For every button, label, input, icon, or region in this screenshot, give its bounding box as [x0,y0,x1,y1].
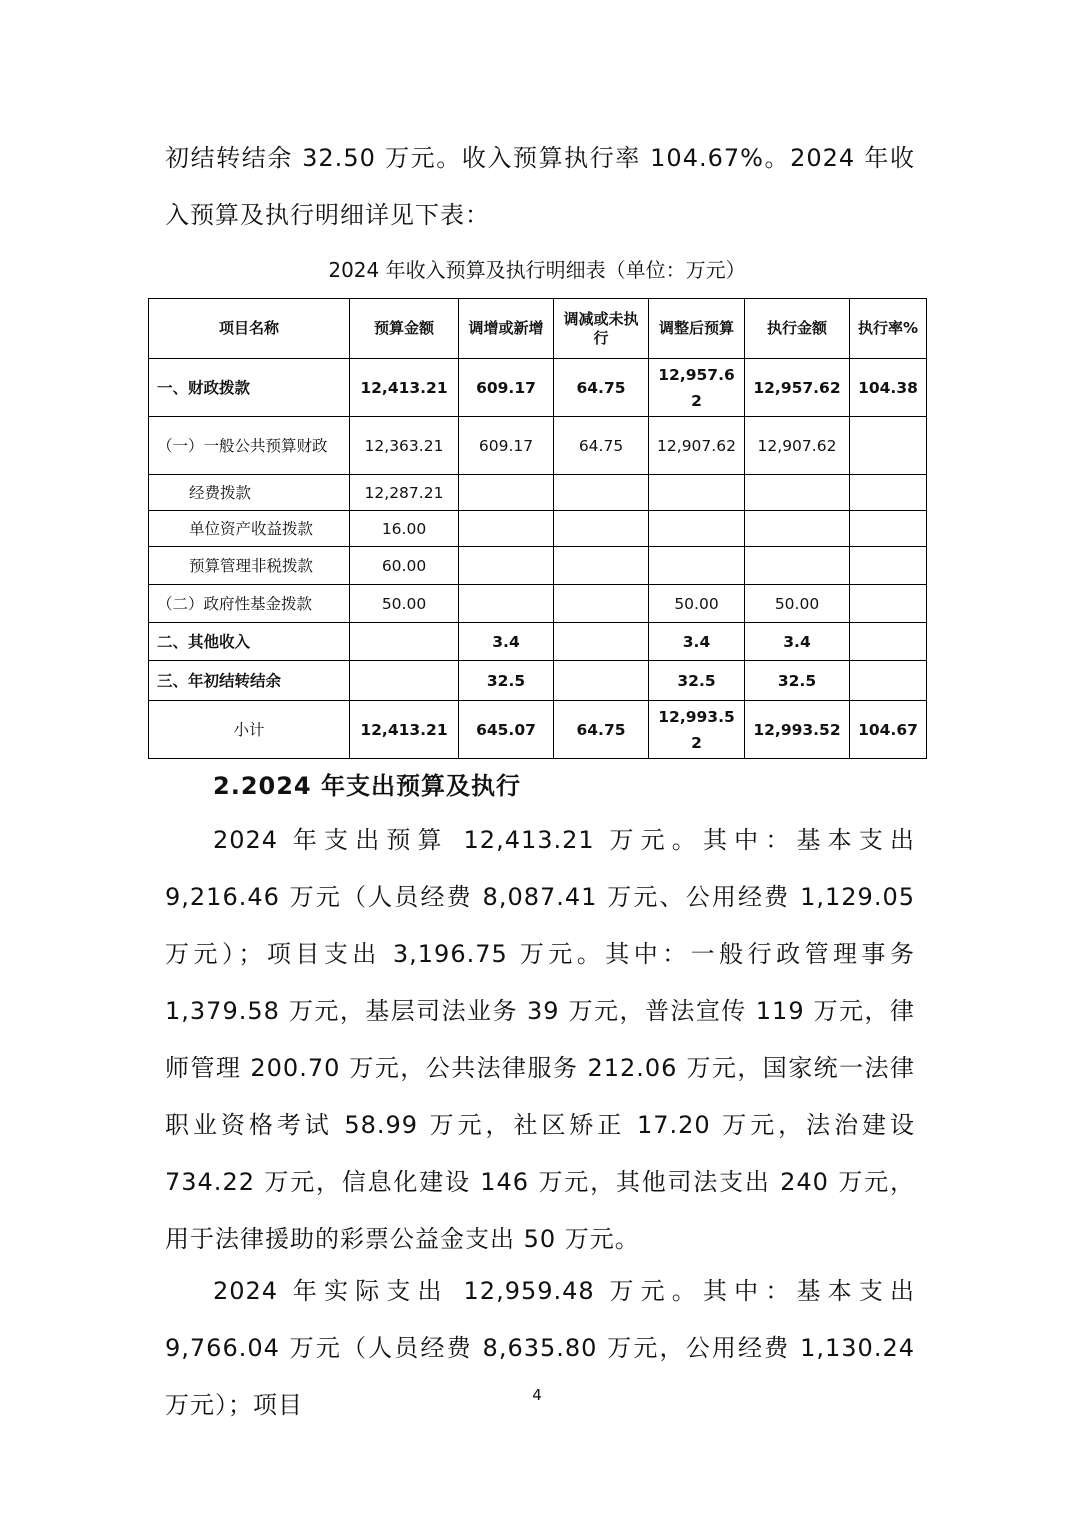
header-cell: 项目名称 [149,299,350,359]
table-caption: 2024 年收入预算及执行明细表（单位：万元） [328,258,746,282]
cell [850,475,927,511]
cell [459,475,554,511]
cell: 3.4 [649,623,745,661]
table-row [149,585,927,623]
header-cell: 调整后预算 [649,299,745,359]
cell: 50.00 [649,585,745,623]
cell-name: 经费拨款 [149,475,350,511]
expenditure-budget-paragraph: 2024 年支出预算 12,413.21 万元。其中：基本支出 9,216.46 万元（人员经费 8,087.41 万元、公用经费 1,129.05 万元）；项目支出 3,196.75 万元。其中：一般行政管理事务 1,379.58 万元，基层司法业务 39 万元，普法宣传 119 万元，律师管理 200.70 万元，公共法律服务 212.06 万元，国家统一法律职业资格考试 58.99 万元，社区矫正 17.20 万元，法治建设 734.22 万元，信息化建设 146 万元，其他司法支出 240 万元，用于法律援助的彩票公益金支出 50 万元。 [165,826,915,1253]
cell-name: （二）政府性基金拨款 [149,585,350,623]
table-row [149,359,927,417]
cell: 50.00 [350,585,459,623]
header-cell: 执行金额 [745,299,850,359]
table-row [149,661,927,701]
cell: 12,363.21 [350,417,459,475]
cell [745,547,850,585]
cell [554,661,649,701]
cell [850,511,927,547]
header-cell: 执行率% [850,299,927,359]
section-heading: 2.2024 年支出预算及执行 [213,772,521,800]
intro-paragraph: 初结转结余 32.50 万元。收入预算执行率 104.67%。2024 年收入预算及执行明细详见下表： [165,144,915,229]
cell [850,585,927,623]
cell: 60.00 [350,547,459,585]
cell: 12,907.62 [649,417,745,475]
cell-name: 一、财政拨款 [149,359,350,417]
header-cell: 预算金额 [350,299,459,359]
cell: 12,957.62 [649,359,745,417]
cell: 50.00 [745,585,850,623]
cell [459,511,554,547]
cell: 32.5 [745,661,850,701]
cell: 12,413.21 [350,701,459,759]
cell: 64.75 [554,359,649,417]
cell [554,623,649,661]
cell: 12,993.52 [745,701,850,759]
cell [554,547,649,585]
cell [649,511,745,547]
cell [350,661,459,701]
cell [850,623,927,661]
cell [745,475,850,511]
income-budget-table [148,298,927,759]
table-row-subtotal [149,701,927,759]
actual-expenditure-paragraph: 2024 年实际支出 12,959.48 万元。其中：基本支出 9,766.04 万元（人员经费 8,635.80 万元，公用经费 1,130.24 万元）；项目 [165,1277,915,1419]
cell-name: 三、年初结转结余 [149,661,350,701]
table-row [149,511,927,547]
cell [850,661,927,701]
cell [459,547,554,585]
cell: 12,907.62 [745,417,850,475]
cell: 64.75 [554,701,649,759]
table-row [149,547,927,585]
cell: 32.5 [459,661,554,701]
cell-name: （一）一般公共预算财政 [149,417,350,475]
cell-name: 单位资产收益拨款 [149,511,350,547]
cell: 64.75 [554,417,649,475]
table-row [149,475,927,511]
header-cell: 调减或未执行 [554,299,649,359]
cell [554,585,649,623]
cell: 12,287.21 [350,475,459,511]
cell [850,547,927,585]
table-row [149,417,927,475]
cell-name: 二、其他收入 [149,623,350,661]
cell: 609.17 [459,417,554,475]
cell: 104.67 [850,701,927,759]
cell-name: 预算管理非税拨款 [149,547,350,585]
table-row [149,623,927,661]
cell [850,417,927,475]
cell [554,511,649,547]
page-number: 4 [532,1386,542,1404]
table-header-row [149,299,927,359]
cell: 12,413.21 [350,359,459,417]
cell [649,475,745,511]
cell [459,585,554,623]
cell [554,475,649,511]
cell: 16.00 [350,511,459,547]
cell [350,623,459,661]
cell: 3.4 [745,623,850,661]
header-cell: 调增或新增 [459,299,554,359]
cell: 3.4 [459,623,554,661]
cell: 12,957.62 [745,359,850,417]
cell: 645.07 [459,701,554,759]
cell: 104.38 [850,359,927,417]
cell: 32.5 [649,661,745,701]
cell: 12,993.52 [649,701,745,759]
cell-name: 小计 [149,701,350,759]
cell [649,547,745,585]
cell: 609.17 [459,359,554,417]
cell [745,511,850,547]
